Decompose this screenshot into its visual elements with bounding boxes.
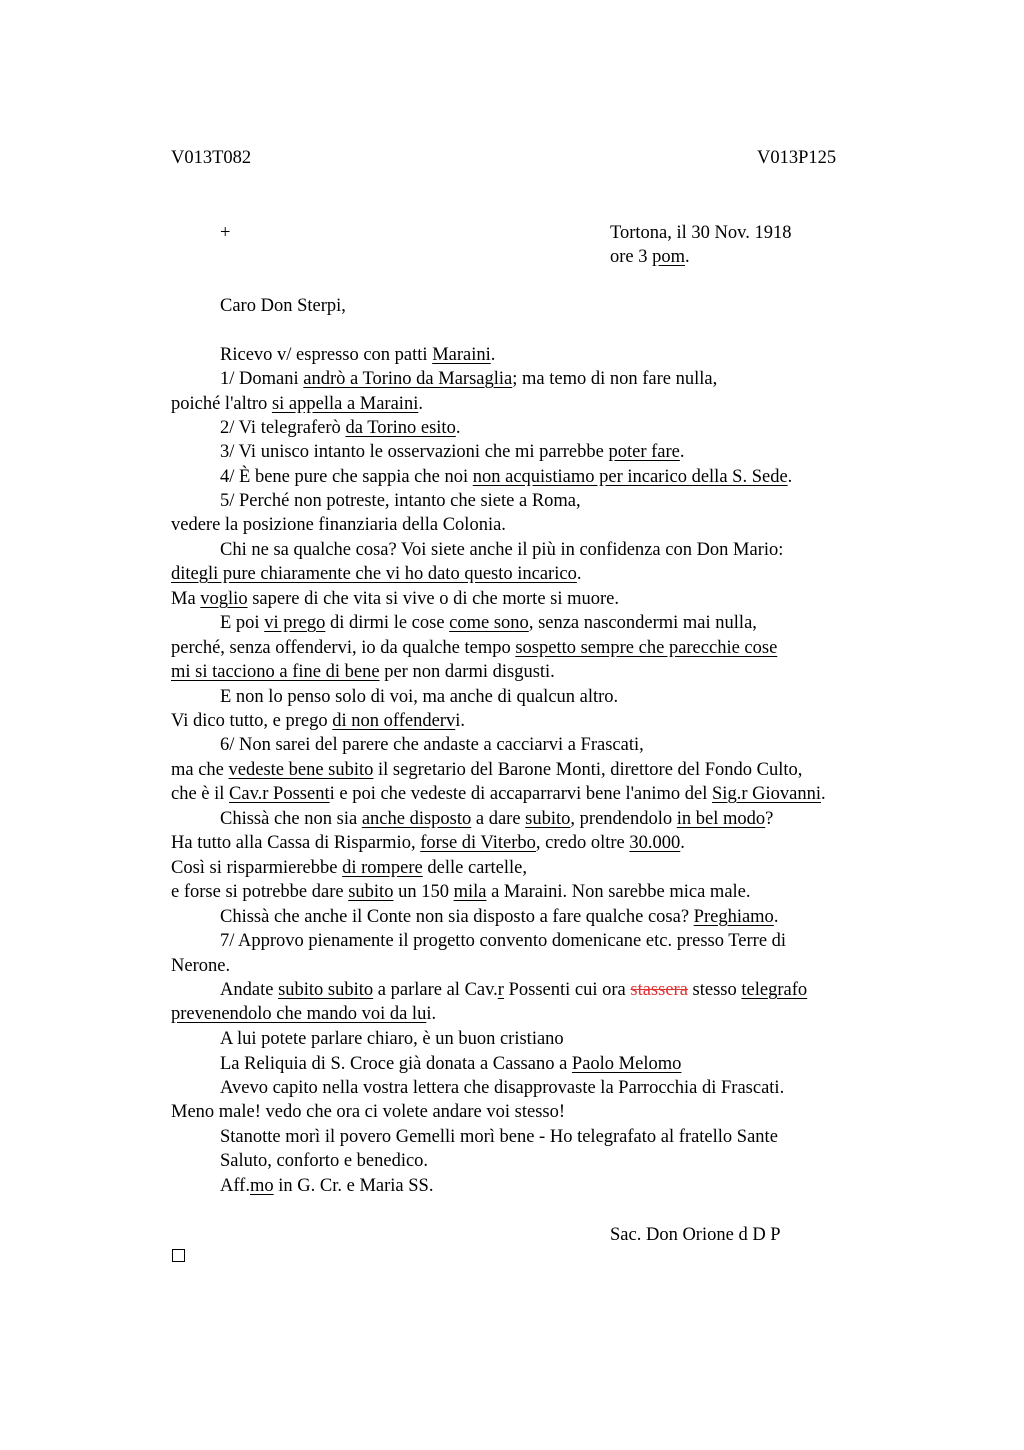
letter-line-11: Ma voglio sapere di che vita si vive o di che morte si muore. (171, 589, 620, 609)
letter-line-14: mi si tacciono a fine di bene per non darmi disgusti. (171, 662, 555, 682)
letter-line-28: prevenendolo che mando voi da lui. (171, 1004, 437, 1024)
letter-line-26: Nerone. (171, 956, 231, 976)
letter-line-16: Vi dico tutto, e prego di non offendervi. (171, 711, 465, 731)
letter-line-15: E non lo penso solo di voi, ma anche di qualcun altro. (220, 687, 619, 707)
letter-line-27: Andate subito subito a parlare al Cav.r Possenti cui ora stassera stesso telegrafo (220, 980, 808, 1000)
letter-line-2: 1/ Domani andrò a Torino da Marsaglia; ma temo di non fare nulla, (220, 369, 718, 389)
letter-line-22: Così si risparmierebbe di rompere delle cartelle, (171, 858, 528, 878)
letter-line-7: 5/ Perché non potreste, intanto che siete a Roma, (220, 491, 581, 511)
signature: Sac. Don Orione d D P (610, 1225, 781, 1245)
letter-line-9: Chi ne sa qualche cosa? Voi siete anche il più in confidenza con Don Mario: (220, 540, 784, 560)
struck-word: stassera (630, 980, 688, 1000)
letter-line-18: ma che vedeste bene subito il segretario del Barone Monti, direttore del Fondo Culto, (171, 760, 803, 780)
letter-line-4: 2/ Vi telegraferò da Torino esito. (220, 418, 461, 438)
letter-line-23: e forse si potrebbe dare subito un 150 mila a Maraini. Non sarebbe mica male. (171, 882, 751, 902)
letter-line-8: vedere la posizione finanziaria della Colonia. (171, 515, 506, 535)
page-id-right: V013P125 (757, 148, 837, 168)
letter-line-21: Ha tutto alla Cassa di Risparmio, forse di Viterbo, credo oltre 30.000. (171, 833, 685, 853)
letter-line-33: Stanotte morì il povero Gemelli morì bene - Ho telegrafato al fratello Sante (220, 1127, 778, 1147)
letter-line-20: Chissà che non sia anche disposto a dare subito, prendendolo in bel modo? (220, 809, 774, 829)
letter-line-1: Ricevo v/ espresso con patti Maraini. (220, 345, 496, 365)
letter-line-3: poiché l'altro si appella a Maraini. (171, 394, 423, 414)
end-box-icon (172, 1249, 185, 1262)
letter-line-19: che è il Cav.r Possenti e poi che vedeste di accaparrarvi bene l'animo del Sig.r Giovanni. (171, 784, 826, 804)
letter-line-32: Meno male! vedo che ora ci volete andare voi stesso! (171, 1102, 566, 1122)
letter-line-30: La Reliquia di S. Croce già donata a Cassano a Paolo Melomo (220, 1054, 682, 1074)
letter-line-29: A lui potete parlare chiaro, è un buon cristiano (220, 1029, 564, 1049)
letter-line-17: 6/ Non sarei del parere che andaste a cacciarvi a Frascati, (220, 735, 644, 755)
letter-line-24: Chissà che anche il Conte non sia disposto a fare qualche cosa? Preghiamo. (220, 907, 779, 927)
letter-line-5: 3/ Vi unisco intanto le osservazioni che mi parrebbe poter fare. (220, 442, 685, 462)
cross-mark: + (220, 223, 231, 243)
letter-line-13: perché, senza offendervi, io da qualche tempo sospetto sempre che parecchie cose (171, 638, 778, 658)
letter-line-31: Avevo capito nella vostra lettera che disapprovaste la Parrocchia di Frascati. (220, 1078, 785, 1098)
letter-line-25: 7/ Approvo pienamente il progetto convento domenicane etc. presso Terre di (220, 931, 787, 951)
letter-line-35: Aff.mo in G. Cr. e Maria SS. (220, 1176, 434, 1196)
salutation: Caro Don Sterpi, (220, 296, 346, 316)
letter-line-10: ditegli pure chiaramente che vi ho dato questo incarico. (171, 564, 582, 584)
place-date: Tortona, il 30 Nov. 1918 (610, 223, 792, 243)
letter-line-34: Saluto, conforto e benedico. (220, 1151, 429, 1171)
letter-line-12: E poi vi prego di dirmi le cose come sono, senza nascondermi mai nulla, (220, 613, 757, 633)
letter-line-6: 4/ È bene pure che sappia che noi non acquistiamo per incarico della S. Sede. (220, 467, 793, 487)
time-line: ore 3 pom. (610, 247, 690, 267)
document-id-left: V013T082 (171, 148, 252, 168)
